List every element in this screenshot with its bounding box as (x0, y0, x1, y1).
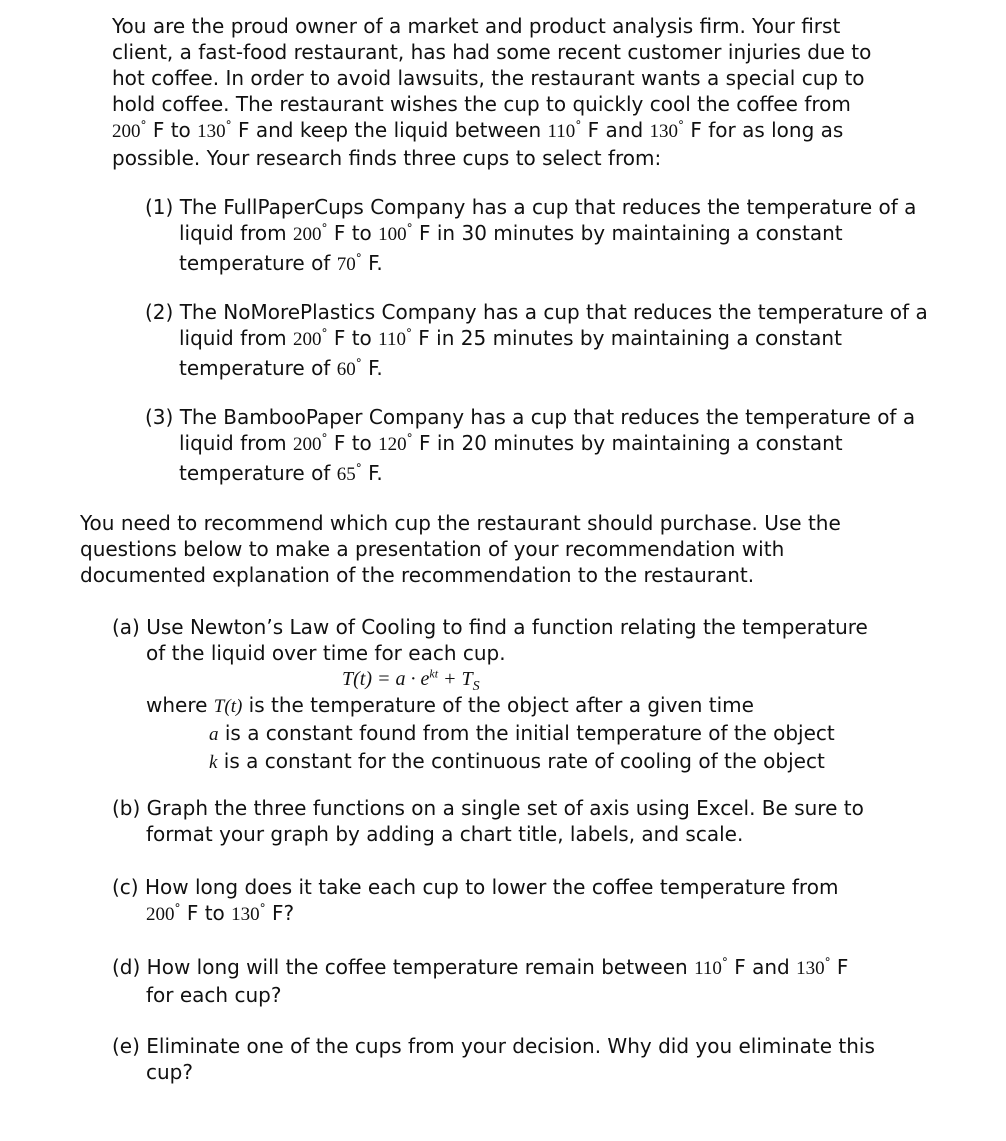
cup-description: The FullPaperCups Company has a cup that reduces the temperature of a (179, 195, 917, 219)
question-e: (e) Eliminate one of the cups from your decision. Why did you eliminate this cup? (112, 1034, 875, 1084)
intro-line: client, a fast-food restaurant, has had some recent customer injuries due to (112, 40, 872, 64)
intro-line: possible. Your research finds three cups to select from: (112, 146, 662, 170)
intro-line: hold coffee. The restaurant wishes the cup to quickly cool the coffee from (112, 92, 851, 116)
recommendation-line: documented explanation of the recommendation to the restaurant. (80, 563, 755, 587)
cup-number: (3) (145, 405, 174, 429)
intro-line-temperatures: 200° F to 130° F and keep the liquid between 110° F and 130° F for as long as (112, 118, 844, 142)
question-b: (b) Graph the three functions on a single set of axis using Excel. Be sure to format your graph by adding a chart title, labels, and scale. (112, 796, 864, 846)
recommendation-paragraph (80, 510, 841, 588)
cup-option-2: (2) The NoMorePlastics Company has a cup that reduces the temperature of a liquid from 200° F to 110° F in 25 minutes by maintaining a constant temperature of 60° F. (145, 300, 928, 380)
question-d: (d) How long will the coffee temperature remain between 110° F and 130° F for each cup? (112, 955, 849, 1007)
question-c: (c) How long does it take each cup to lower the coffee temperature from 200° F to 130° F? (112, 875, 839, 925)
question-label: (c) (112, 875, 139, 899)
intro-line: You are the proud owner of a market and product analysis firm. Your first (112, 14, 841, 38)
question-label: (d) (112, 955, 141, 979)
cup-option-1: (1) The FullPaperCups Company has a cup that reduces the temperature of a liquid from 200° F to 100° F in 30 minutes by maintaining a constant temperature of 70° F. (145, 195, 917, 275)
cup-description: The BambooPaper Company has a cup that reduces the temperature of a (179, 405, 916, 429)
intro-line: hot coffee. In order to avoid lawsuits, the restaurant wants a special cup to (112, 66, 865, 90)
question-label: (e) (112, 1034, 140, 1058)
recommendation-line: You need to recommend which cup the restaurant should purchase. Use the (80, 511, 841, 535)
intro-paragraph (112, 13, 871, 171)
cup-number: (2) (145, 300, 174, 324)
question-label: (b) (112, 796, 141, 820)
cup-option-3: (3) The BambooPaper Company has a cup that reduces the temperature of a liquid from 200° F to 120° F in 20 minutes by maintaining a constant temperature of 65° F. (145, 405, 916, 485)
recommendation-line: questions below to make a presentation of your recommendation with (80, 537, 785, 561)
cup-description: The NoMorePlastics Company has a cup that reduces the temperature of a (179, 300, 928, 324)
cup-number: (1) (145, 195, 174, 219)
question-a: (a) Use Newton’s Law of Cooling to find a function relating the temperature of the liquid over time for each cup. $T(t) = a \cdot e^{kt} + T_S$ where T(t) is the temperature of the object after a given time a is a constant found from the initial temperature of the object k is a constant for the continuous rate of cooling of the object (112, 615, 868, 773)
newton-cooling-formula: $T(t) = a \cdot e^{kt} + T_S$ (342, 666, 480, 694)
question-label: (a) (112, 615, 140, 639)
